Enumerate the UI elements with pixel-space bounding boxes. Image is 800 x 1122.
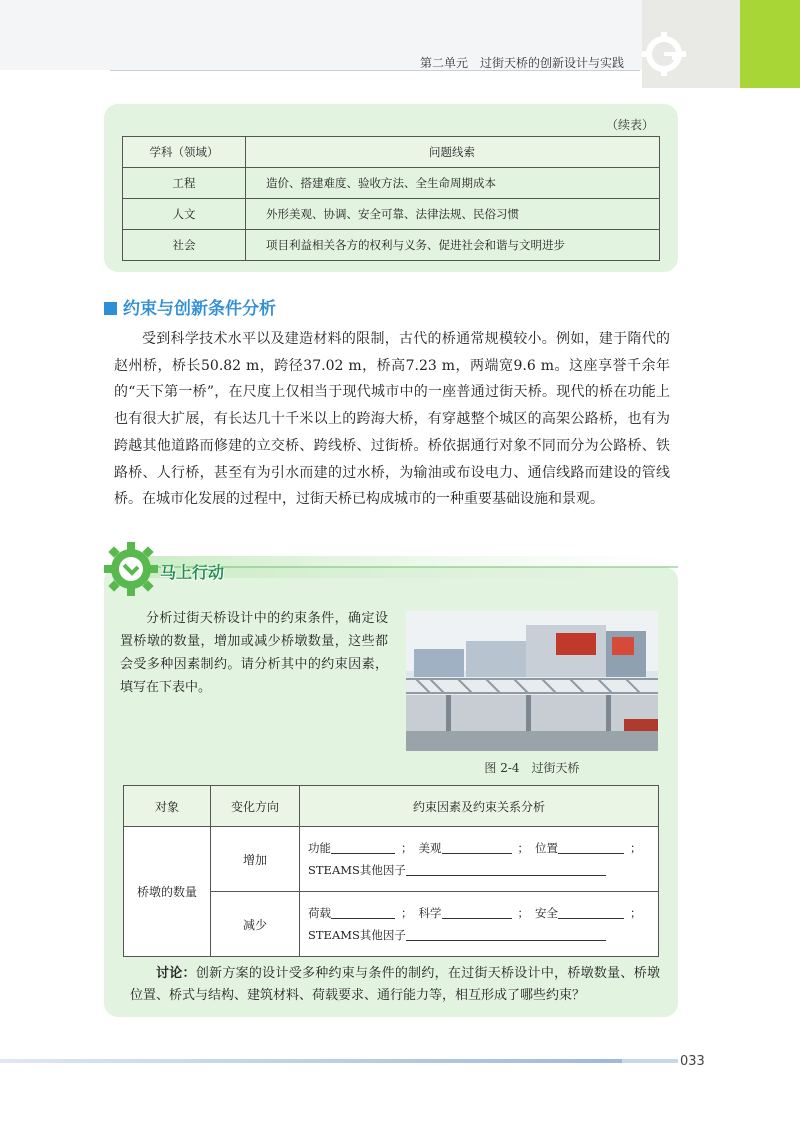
table-header-row (124, 786, 659, 827)
factor-label: 美观 (418, 841, 442, 855)
running-head: 第二单元 过街天桥的创新设计与实践 (419, 56, 624, 70)
factor-label: STEAMS其他因子 (308, 863, 406, 877)
action-title: 马上行动 (160, 563, 225, 582)
separator: ； (517, 906, 529, 920)
continued-label: （续表） (605, 118, 654, 132)
table-cell: 社会 (123, 230, 246, 261)
constraint-cell (300, 892, 659, 957)
constraint-table (123, 785, 659, 957)
factor-label: 安全 (535, 906, 558, 920)
table-row (124, 827, 659, 892)
action-gear-icon (102, 540, 160, 598)
gear-logo-icon (640, 30, 688, 78)
figure-caption: 图 2-4 过街天桥 (484, 761, 580, 775)
table-row (123, 199, 660, 230)
direction-cell: 减少 (211, 892, 300, 957)
action-box (104, 567, 678, 1017)
discipline-table (122, 136, 660, 261)
page-number: 033 (680, 1054, 705, 1069)
discussion-body: 创新方案的设计受多种约束与条件的制约，在过街天桥设计中，桥墩数量、桥墩位置、桥式与结构、建筑材料、荷载要求、通行能力等，相互形成了哪些约束？ (130, 966, 660, 1003)
fill-blank[interactable] (331, 840, 395, 854)
table-cell: 人文 (123, 199, 246, 230)
action-instructions: 分析过街天桥设计中的约束条件，确定设置桥墩的数量，增加或减少桥墩数量，这些都会受多种因素制约。请分析其中的约束因素，填写在下表中。 (120, 611, 388, 695)
continued-table-box (104, 104, 678, 272)
separator: ； (517, 841, 529, 855)
table-cell: 造价、搭建难度、验收方法、全生命周期成本 (246, 168, 660, 199)
discussion-label: 讨论： (156, 966, 196, 981)
table-header: 变化方向 (211, 786, 300, 827)
overpass-photo (406, 611, 658, 751)
section-title (104, 294, 276, 319)
section-title-text: 约束与创新条件分析 (123, 299, 276, 319)
factor-label: 荷载 (308, 906, 331, 920)
direction-cell: 增加 (211, 827, 300, 892)
body-paragraph: 受到科学技术水平以及建造材料的限制，古代的桥通常规模较小。例如，建于隋代的赵州桥，桥长50.82 m，跨径37.02 m，桥高7.23 m，两端宽9.6 m。这座享誉千余年的“天下第一桥”，在尺度上仅相当于现代城市中的一座普通过街天桥。现代的桥在功能上也有很大扩展，有长达几十千米以上的跨海大桥，有穿越整个城区的高架公路桥，也有为跨越其他道路而修建的立交桥、跨线桥、过街桥。桥依据通行对象不同而分为公路桥、铁路桥、人行桥，甚至有为引水而建的过水桥，为输油或布设电力、通信线路而建设的管线桥。在城市化发展的过程中，过街天桥已构成城市的一种重要基础设施和景观。 (114, 331, 670, 508)
factor-label: 位置 (535, 841, 558, 855)
footer-rule (0, 1059, 622, 1063)
separator: ； (630, 906, 642, 920)
footer-rule-end (622, 1059, 678, 1063)
table-row (123, 230, 660, 261)
object-cell: 桥墩的数量 (124, 827, 211, 957)
factor-label: STEAMS其他因子 (308, 928, 406, 942)
table-header-row (123, 137, 660, 168)
separator: ； (401, 906, 413, 920)
factor-label: 科学 (418, 906, 442, 920)
table-header: 约束因素及约束关系分析 (300, 786, 659, 827)
corner-block-green (740, 0, 800, 88)
separator: ； (630, 841, 642, 855)
fill-blank[interactable] (442, 905, 512, 919)
table-header: 对象 (124, 786, 211, 827)
table-cell: 项目利益相关各方的权利与义务、促进社会和谐与文明进步 (246, 230, 660, 261)
table-cell: 外形美观、协调、安全可靠、法律法规、民俗习惯 (246, 199, 660, 230)
discussion-text (130, 963, 660, 1007)
table-header: 学科（领域） (123, 137, 246, 168)
square-bullet-icon (104, 302, 117, 315)
constraint-cell (300, 827, 659, 892)
table-header: 问题线索 (246, 137, 660, 168)
fill-blank[interactable] (442, 840, 512, 854)
table-row (123, 168, 660, 199)
fill-blank[interactable] (558, 840, 624, 854)
fill-blank[interactable] (406, 927, 606, 941)
factor-label: 功能 (308, 841, 331, 855)
separator: ； (401, 841, 413, 855)
fill-blank[interactable] (331, 905, 395, 919)
fill-blank[interactable] (558, 905, 624, 919)
table-cell: 工程 (123, 168, 246, 199)
fill-blank[interactable] (406, 862, 606, 876)
